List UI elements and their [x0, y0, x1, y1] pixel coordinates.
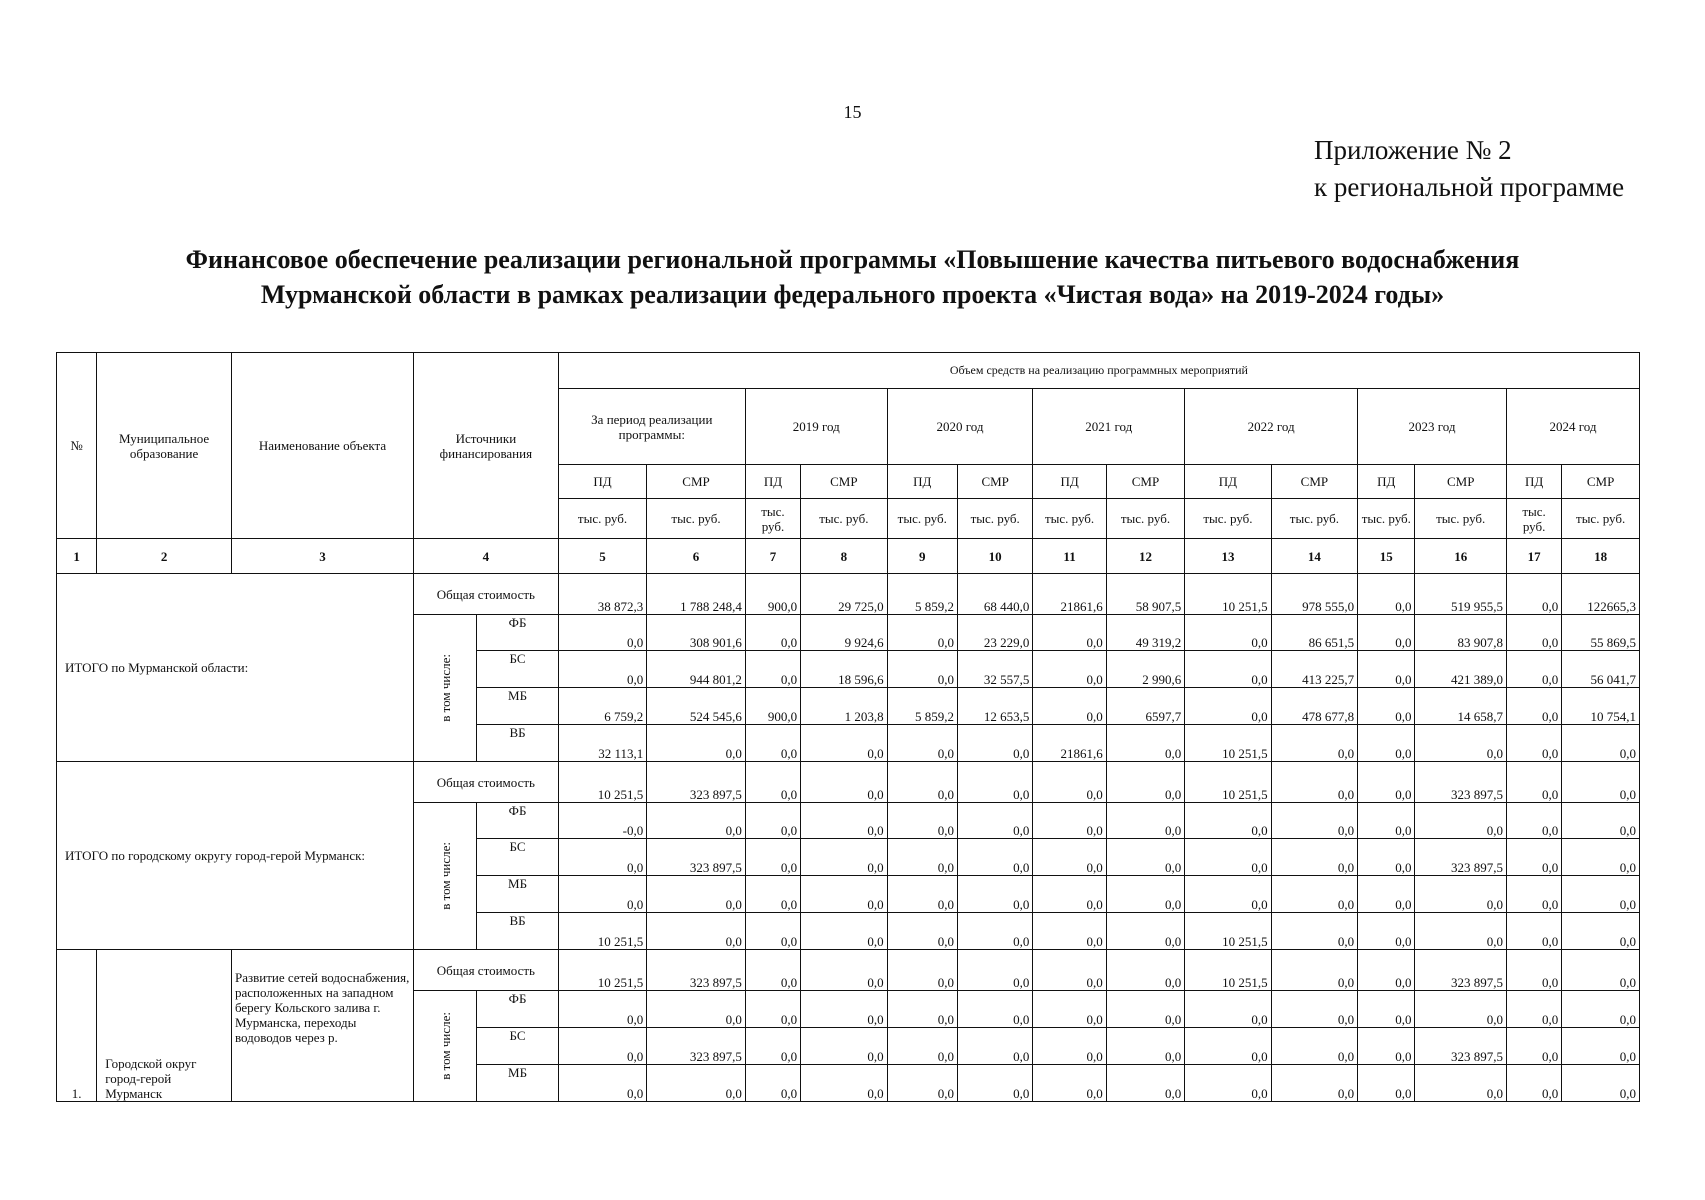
value-cell: 0,0	[1562, 991, 1640, 1028]
value-cell: 0,0	[745, 725, 800, 762]
value-cell: 0,0	[887, 803, 957, 839]
value-cell: 21861,6	[1033, 574, 1106, 615]
header-column-number: 8	[801, 539, 887, 574]
total-cost-label: Общая стоимость	[413, 950, 558, 991]
value-cell: 0,0	[957, 876, 1032, 913]
value-cell: 323 897,5	[1415, 1028, 1507, 1065]
value-cell: 0,0	[1415, 1065, 1507, 1102]
header-year-2023: 2023 год	[1358, 389, 1507, 465]
value-cell: 10 251,5	[558, 762, 646, 803]
header-unit: тыс. руб.	[558, 499, 646, 539]
value-cell: 83 907,8	[1415, 615, 1507, 651]
item-municipality: Городской округ город-герой Мурманск	[97, 950, 232, 1102]
header-pd: ПД	[558, 465, 646, 499]
header-pd: ПД	[887, 465, 957, 499]
header-pd: ПД	[745, 465, 800, 499]
value-cell: 0,0	[1033, 839, 1106, 876]
value-cell: 0,0	[1506, 688, 1561, 725]
header-unit: тыс. руб.	[745, 499, 800, 539]
header-unit: тыс. руб.	[1506, 499, 1561, 539]
header-smr: СМР	[1415, 465, 1507, 499]
value-cell: 0,0	[558, 1065, 646, 1102]
value-cell: 0,0	[1562, 1028, 1640, 1065]
value-cell: 10 251,5	[1185, 950, 1271, 991]
document-title	[0, 242, 1705, 312]
value-cell: 323 897,5	[1415, 762, 1507, 803]
value-cell: 0,0	[1033, 876, 1106, 913]
value-cell: 14 658,7	[1415, 688, 1507, 725]
total-cost-label: Общая стоимость	[413, 574, 558, 615]
value-cell: 0,0	[1506, 1028, 1561, 1065]
header-column-number: 17	[1506, 539, 1561, 574]
header-column-number: 5	[558, 539, 646, 574]
value-cell: 0,0	[745, 762, 800, 803]
header-column-number: 7	[745, 539, 800, 574]
table-header	[57, 353, 1640, 574]
value-cell: 5 859,2	[887, 574, 957, 615]
value-cell: 0,0	[887, 839, 957, 876]
value-cell: 0,0	[745, 950, 800, 991]
value-cell: 0,0	[1415, 991, 1507, 1028]
value-cell: 0,0	[1185, 1065, 1271, 1102]
table-body	[57, 574, 1640, 1102]
value-cell: 0,0	[1562, 762, 1640, 803]
value-cell: 0,0	[801, 1028, 887, 1065]
including-label-text: в том числе:	[437, 1012, 453, 1080]
value-cell: 0,0	[1506, 574, 1561, 615]
value-cell: 0,0	[1358, 1065, 1415, 1102]
value-cell: 0,0	[745, 1065, 800, 1102]
value-cell: 0,0	[1106, 991, 1184, 1028]
header-unit: тыс. руб.	[887, 499, 957, 539]
value-cell: 524 545,6	[647, 688, 746, 725]
value-cell: 421 389,0	[1415, 651, 1507, 688]
header-unit: тыс. руб.	[1562, 499, 1640, 539]
value-cell: 0,0	[745, 1028, 800, 1065]
value-cell: 0,0	[1106, 913, 1184, 950]
value-cell: 0,0	[1185, 615, 1271, 651]
value-cell: 0,0	[745, 876, 800, 913]
header-pd: ПД	[1185, 465, 1271, 499]
value-cell: 0,0	[957, 913, 1032, 950]
value-cell: 0,0	[1506, 725, 1561, 762]
value-cell: 0,0	[647, 803, 746, 839]
value-cell: 0,0	[957, 991, 1032, 1028]
value-cell: 0,0	[1185, 991, 1271, 1028]
value-cell: 0,0	[1358, 651, 1415, 688]
annex-caption	[1314, 132, 1624, 206]
value-cell: 0,0	[1562, 725, 1640, 762]
header-pd: ПД	[1033, 465, 1106, 499]
value-cell: 9 924,6	[801, 615, 887, 651]
value-cell: 122665,3	[1562, 574, 1640, 615]
value-cell: 0,0	[1033, 651, 1106, 688]
value-cell: 0,0	[558, 876, 646, 913]
value-cell: 0,0	[1271, 991, 1357, 1028]
value-cell: 323 897,5	[1415, 839, 1507, 876]
value-cell: 0,0	[1506, 615, 1561, 651]
header-unit: тыс. руб.	[647, 499, 746, 539]
value-cell: 0,0	[1033, 615, 1106, 651]
value-cell: 0,0	[1106, 1028, 1184, 1065]
header-municipality: Муниципальное образование	[97, 353, 232, 539]
value-cell: 0,0	[1358, 803, 1415, 839]
header-unit: тыс. руб.	[1358, 499, 1415, 539]
value-cell: 0,0	[558, 1028, 646, 1065]
value-cell: 0,0	[1185, 803, 1271, 839]
source-label: ФБ	[477, 803, 558, 839]
header-column-number: 1	[57, 539, 97, 574]
value-cell: 32 113,1	[558, 725, 646, 762]
value-cell: 0,0	[1506, 651, 1561, 688]
source-label: МБ	[477, 876, 558, 913]
source-label: БС	[477, 651, 558, 688]
value-cell: 0,0	[1106, 1065, 1184, 1102]
value-cell: 0,0	[1106, 803, 1184, 839]
value-cell: 0,0	[887, 991, 957, 1028]
value-cell: 0,0	[1358, 839, 1415, 876]
header-column-number: 9	[887, 539, 957, 574]
value-cell: 900,0	[745, 574, 800, 615]
header-column-number: 13	[1185, 539, 1271, 574]
header-year-2020: 2020 год	[887, 389, 1033, 465]
header-smr: СМР	[957, 465, 1032, 499]
value-cell: 0,0	[1185, 688, 1271, 725]
header-smr: СМР	[647, 465, 746, 499]
value-cell: 0,0	[1106, 762, 1184, 803]
header-unit: тыс. руб.	[1033, 499, 1106, 539]
value-cell: 0,0	[1506, 839, 1561, 876]
value-cell: 0,0	[1033, 803, 1106, 839]
including-label-text: в том числе:	[437, 842, 453, 910]
value-cell: 323 897,5	[1415, 950, 1507, 991]
value-cell: 0,0	[1106, 839, 1184, 876]
value-cell: 6597,7	[1106, 688, 1184, 725]
value-cell: 0,0	[887, 615, 957, 651]
value-cell: 56 041,7	[1562, 651, 1640, 688]
value-cell: 0,0	[558, 651, 646, 688]
header-column-number: 16	[1415, 539, 1507, 574]
value-cell: 0,0	[1358, 725, 1415, 762]
value-cell: 10 251,5	[1185, 574, 1271, 615]
annex-line-2: к региональной программе	[1314, 172, 1625, 202]
value-cell: 0,0	[1033, 688, 1106, 725]
value-cell: 0,0	[1106, 876, 1184, 913]
value-cell: 0,0	[801, 839, 887, 876]
value-cell: 0,0	[887, 725, 957, 762]
source-label: МБ	[477, 1065, 558, 1102]
value-cell: 0,0	[1271, 1028, 1357, 1065]
header-smr: СМР	[1271, 465, 1357, 499]
value-cell: 0,0	[1562, 950, 1640, 991]
section-total-label: ИТОГО по Мурманской области:	[57, 574, 414, 762]
value-cell: 0,0	[647, 725, 746, 762]
header-year-2019: 2019 год	[745, 389, 887, 465]
header-smr: СМР	[801, 465, 887, 499]
section-total-label: ИТОГО по городскому округу город-герой Мурманск:	[57, 762, 414, 950]
value-cell: 18 596,6	[801, 651, 887, 688]
value-cell: 0,0	[1106, 950, 1184, 991]
value-cell: 0,0	[1271, 876, 1357, 913]
total-cost-label: Общая стоимость	[413, 762, 558, 803]
value-cell: 0,0	[1185, 651, 1271, 688]
header-unit: тыс. руб.	[957, 499, 1032, 539]
item-object: Развитие сетей водоснабжения, расположенных на западном берегу Кольского залива г. Мурманска, переходы водоводов через р.	[231, 950, 413, 1102]
financing-table	[56, 352, 1640, 1102]
value-cell: 0,0	[1271, 725, 1357, 762]
value-cell: 10 251,5	[1185, 762, 1271, 803]
value-cell: 0,0	[887, 1028, 957, 1065]
value-cell: 10 251,5	[1185, 913, 1271, 950]
value-cell: 0,0	[1358, 950, 1415, 991]
value-cell: 0,0	[1415, 913, 1507, 950]
header-unit: тыс. руб.	[1185, 499, 1271, 539]
value-cell: 12 653,5	[957, 688, 1032, 725]
value-cell: 0,0	[1271, 803, 1357, 839]
value-cell: 0,0	[1506, 762, 1561, 803]
value-cell: 0,0	[1506, 991, 1561, 1028]
value-cell: 0,0	[957, 762, 1032, 803]
value-cell: 0,0	[1271, 762, 1357, 803]
header-column-number: 18	[1562, 539, 1640, 574]
value-cell: 55 869,5	[1562, 615, 1640, 651]
value-cell: 308 901,6	[647, 615, 746, 651]
header-smr: СМР	[1562, 465, 1640, 499]
value-cell: 0,0	[1271, 950, 1357, 991]
header-num: №	[57, 353, 97, 539]
value-cell: 0,0	[1415, 725, 1507, 762]
value-cell: 0,0	[1271, 1065, 1357, 1102]
value-cell: 0,0	[647, 876, 746, 913]
header-unit: тыс. руб.	[1415, 499, 1507, 539]
header-unit: тыс. руб.	[1271, 499, 1357, 539]
value-cell: 323 897,5	[647, 950, 746, 991]
value-cell: 0,0	[745, 839, 800, 876]
value-cell: 0,0	[745, 803, 800, 839]
header-column-number: 6	[647, 539, 746, 574]
header-volume: Объем средств на реализацию программных мероприятий	[558, 353, 1639, 389]
source-label: ВБ	[477, 725, 558, 762]
value-cell: 0,0	[887, 876, 957, 913]
header-pd: ПД	[1506, 465, 1561, 499]
value-cell: 1 788 248,4	[647, 574, 746, 615]
value-cell: 0,0	[887, 913, 957, 950]
value-cell: 0,0	[745, 913, 800, 950]
value-cell: 0,0	[957, 725, 1032, 762]
value-cell: 49 319,2	[1106, 615, 1184, 651]
value-cell: 0,0	[745, 615, 800, 651]
annex-line-1: Приложение № 2	[1314, 135, 1512, 165]
value-cell: 0,0	[1562, 1065, 1640, 1102]
table-row	[57, 762, 1640, 803]
header-period: За период реализации программы:	[558, 389, 745, 465]
header-year-2022: 2022 год	[1185, 389, 1358, 465]
value-cell: 0,0	[801, 950, 887, 991]
value-cell: 0,0	[1033, 1028, 1106, 1065]
value-cell: 0,0	[801, 762, 887, 803]
header-column-number: 4	[413, 539, 558, 574]
including-label	[413, 615, 476, 762]
header-column-number: 2	[97, 539, 232, 574]
header-column-number: 3	[231, 539, 413, 574]
value-cell: 0,0	[558, 615, 646, 651]
value-cell: 0,0	[1562, 803, 1640, 839]
value-cell: 0,0	[957, 1028, 1032, 1065]
value-cell: 0,0	[957, 839, 1032, 876]
header-object: Наименование объекта	[231, 353, 413, 539]
header-unit: тыс. руб.	[1106, 499, 1184, 539]
source-label: БС	[477, 839, 558, 876]
source-label: ФБ	[477, 991, 558, 1028]
value-cell: 0,0	[1033, 991, 1106, 1028]
value-cell: 0,0	[1033, 913, 1106, 950]
value-cell: 0,0	[1415, 876, 1507, 913]
value-cell: 0,0	[801, 1065, 887, 1102]
value-cell: 0,0	[1506, 913, 1561, 950]
value-cell: 0,0	[1562, 913, 1640, 950]
source-label: БС	[477, 1028, 558, 1065]
header-sources: Источники финансирования	[413, 353, 558, 539]
value-cell: 58 907,5	[1106, 574, 1184, 615]
value-cell: 0,0	[801, 991, 887, 1028]
header-column-number: 15	[1358, 539, 1415, 574]
value-cell: 0,0	[1562, 876, 1640, 913]
value-cell: 0,0	[647, 913, 746, 950]
source-label: МБ	[477, 688, 558, 725]
value-cell: 0,0	[1033, 1065, 1106, 1102]
including-label	[413, 991, 476, 1102]
value-cell: 0,0	[801, 913, 887, 950]
value-cell: 0,0	[957, 950, 1032, 991]
title-line-1: Финансовое обеспечение реализации региональной программы «Повышение качества питьевого водоснабжения	[185, 245, 1520, 274]
value-cell: 0,0	[887, 1065, 957, 1102]
including-label-text: в том числе:	[437, 654, 453, 722]
value-cell: 0,0	[1506, 1065, 1561, 1102]
value-cell: 2 990,6	[1106, 651, 1184, 688]
value-cell: 0,0	[801, 803, 887, 839]
header-column-number: 11	[1033, 539, 1106, 574]
value-cell: 0,0	[1358, 762, 1415, 803]
value-cell: 0,0	[1271, 839, 1357, 876]
value-cell: 900,0	[745, 688, 800, 725]
value-cell: 0,0	[1358, 574, 1415, 615]
value-cell: -0,0	[558, 803, 646, 839]
value-cell: 0,0	[558, 991, 646, 1028]
value-cell: 0,0	[1185, 1028, 1271, 1065]
value-cell: 86 651,5	[1271, 615, 1357, 651]
table-row	[57, 950, 1640, 991]
value-cell: 0,0	[1358, 688, 1415, 725]
value-cell: 0,0	[1358, 876, 1415, 913]
value-cell: 38 872,3	[558, 574, 646, 615]
value-cell: 0,0	[1415, 803, 1507, 839]
value-cell: 323 897,5	[647, 839, 746, 876]
value-cell: 0,0	[957, 1065, 1032, 1102]
value-cell: 6 759,2	[558, 688, 646, 725]
value-cell: 10 251,5	[558, 913, 646, 950]
value-cell: 519 955,5	[1415, 574, 1507, 615]
value-cell: 0,0	[1506, 950, 1561, 991]
value-cell: 0,0	[801, 876, 887, 913]
value-cell: 0,0	[887, 651, 957, 688]
header-pd: ПД	[1358, 465, 1415, 499]
value-cell: 0,0	[1033, 950, 1106, 991]
value-cell: 10 754,1	[1562, 688, 1640, 725]
including-label	[413, 803, 476, 950]
table-row	[57, 574, 1640, 615]
source-label: ФБ	[477, 615, 558, 651]
value-cell: 0,0	[1358, 913, 1415, 950]
header-column-number: 10	[957, 539, 1032, 574]
value-cell: 0,0	[1185, 876, 1271, 913]
value-cell: 10 251,5	[558, 950, 646, 991]
value-cell: 0,0	[1506, 876, 1561, 913]
value-cell: 0,0	[647, 1065, 746, 1102]
value-cell: 0,0	[745, 991, 800, 1028]
page-number: 15	[843, 102, 862, 122]
header-year-2024: 2024 год	[1506, 389, 1639, 465]
title-line-2: Мурманской области в рамках реализации федерального проекта «Чистая вода» на 2019-2024 годы»	[260, 280, 1445, 309]
value-cell: 323 897,5	[647, 1028, 746, 1065]
header-column-number: 12	[1106, 539, 1184, 574]
value-cell: 0,0	[887, 762, 957, 803]
value-cell: 0,0	[1271, 913, 1357, 950]
value-cell: 0,0	[647, 991, 746, 1028]
value-cell: 0,0	[801, 725, 887, 762]
value-cell: 29 725,0	[801, 574, 887, 615]
value-cell: 323 897,5	[647, 762, 746, 803]
value-cell: 0,0	[957, 803, 1032, 839]
value-cell: 23 229,0	[957, 615, 1032, 651]
value-cell: 944 801,2	[647, 651, 746, 688]
value-cell: 0,0	[887, 950, 957, 991]
value-cell: 978 555,0	[1271, 574, 1357, 615]
value-cell: 0,0	[1358, 1028, 1415, 1065]
value-cell: 32 557,5	[957, 651, 1032, 688]
header-year-2021: 2021 год	[1033, 389, 1185, 465]
value-cell: 0,0	[1562, 839, 1640, 876]
header-column-number: 14	[1271, 539, 1357, 574]
value-cell: 413 225,7	[1271, 651, 1357, 688]
value-cell: 0,0	[1358, 615, 1415, 651]
value-cell: 68 440,0	[957, 574, 1032, 615]
value-cell: 0,0	[558, 839, 646, 876]
value-cell: 10 251,5	[1185, 725, 1271, 762]
value-cell: 478 677,8	[1271, 688, 1357, 725]
value-cell: 0,0	[1506, 803, 1561, 839]
value-cell: 0,0	[745, 651, 800, 688]
value-cell: 0,0	[1106, 725, 1184, 762]
value-cell: 21861,6	[1033, 725, 1106, 762]
value-cell: 0,0	[1185, 839, 1271, 876]
source-label: ВБ	[477, 913, 558, 950]
header-unit: тыс. руб.	[801, 499, 887, 539]
value-cell: 0,0	[1358, 991, 1415, 1028]
value-cell: 1 203,8	[801, 688, 887, 725]
header-smr: СМР	[1106, 465, 1184, 499]
value-cell: 5 859,2	[887, 688, 957, 725]
header-colnum-row	[57, 539, 1640, 574]
item-number: 1.	[57, 950, 97, 1102]
value-cell: 0,0	[1033, 762, 1106, 803]
